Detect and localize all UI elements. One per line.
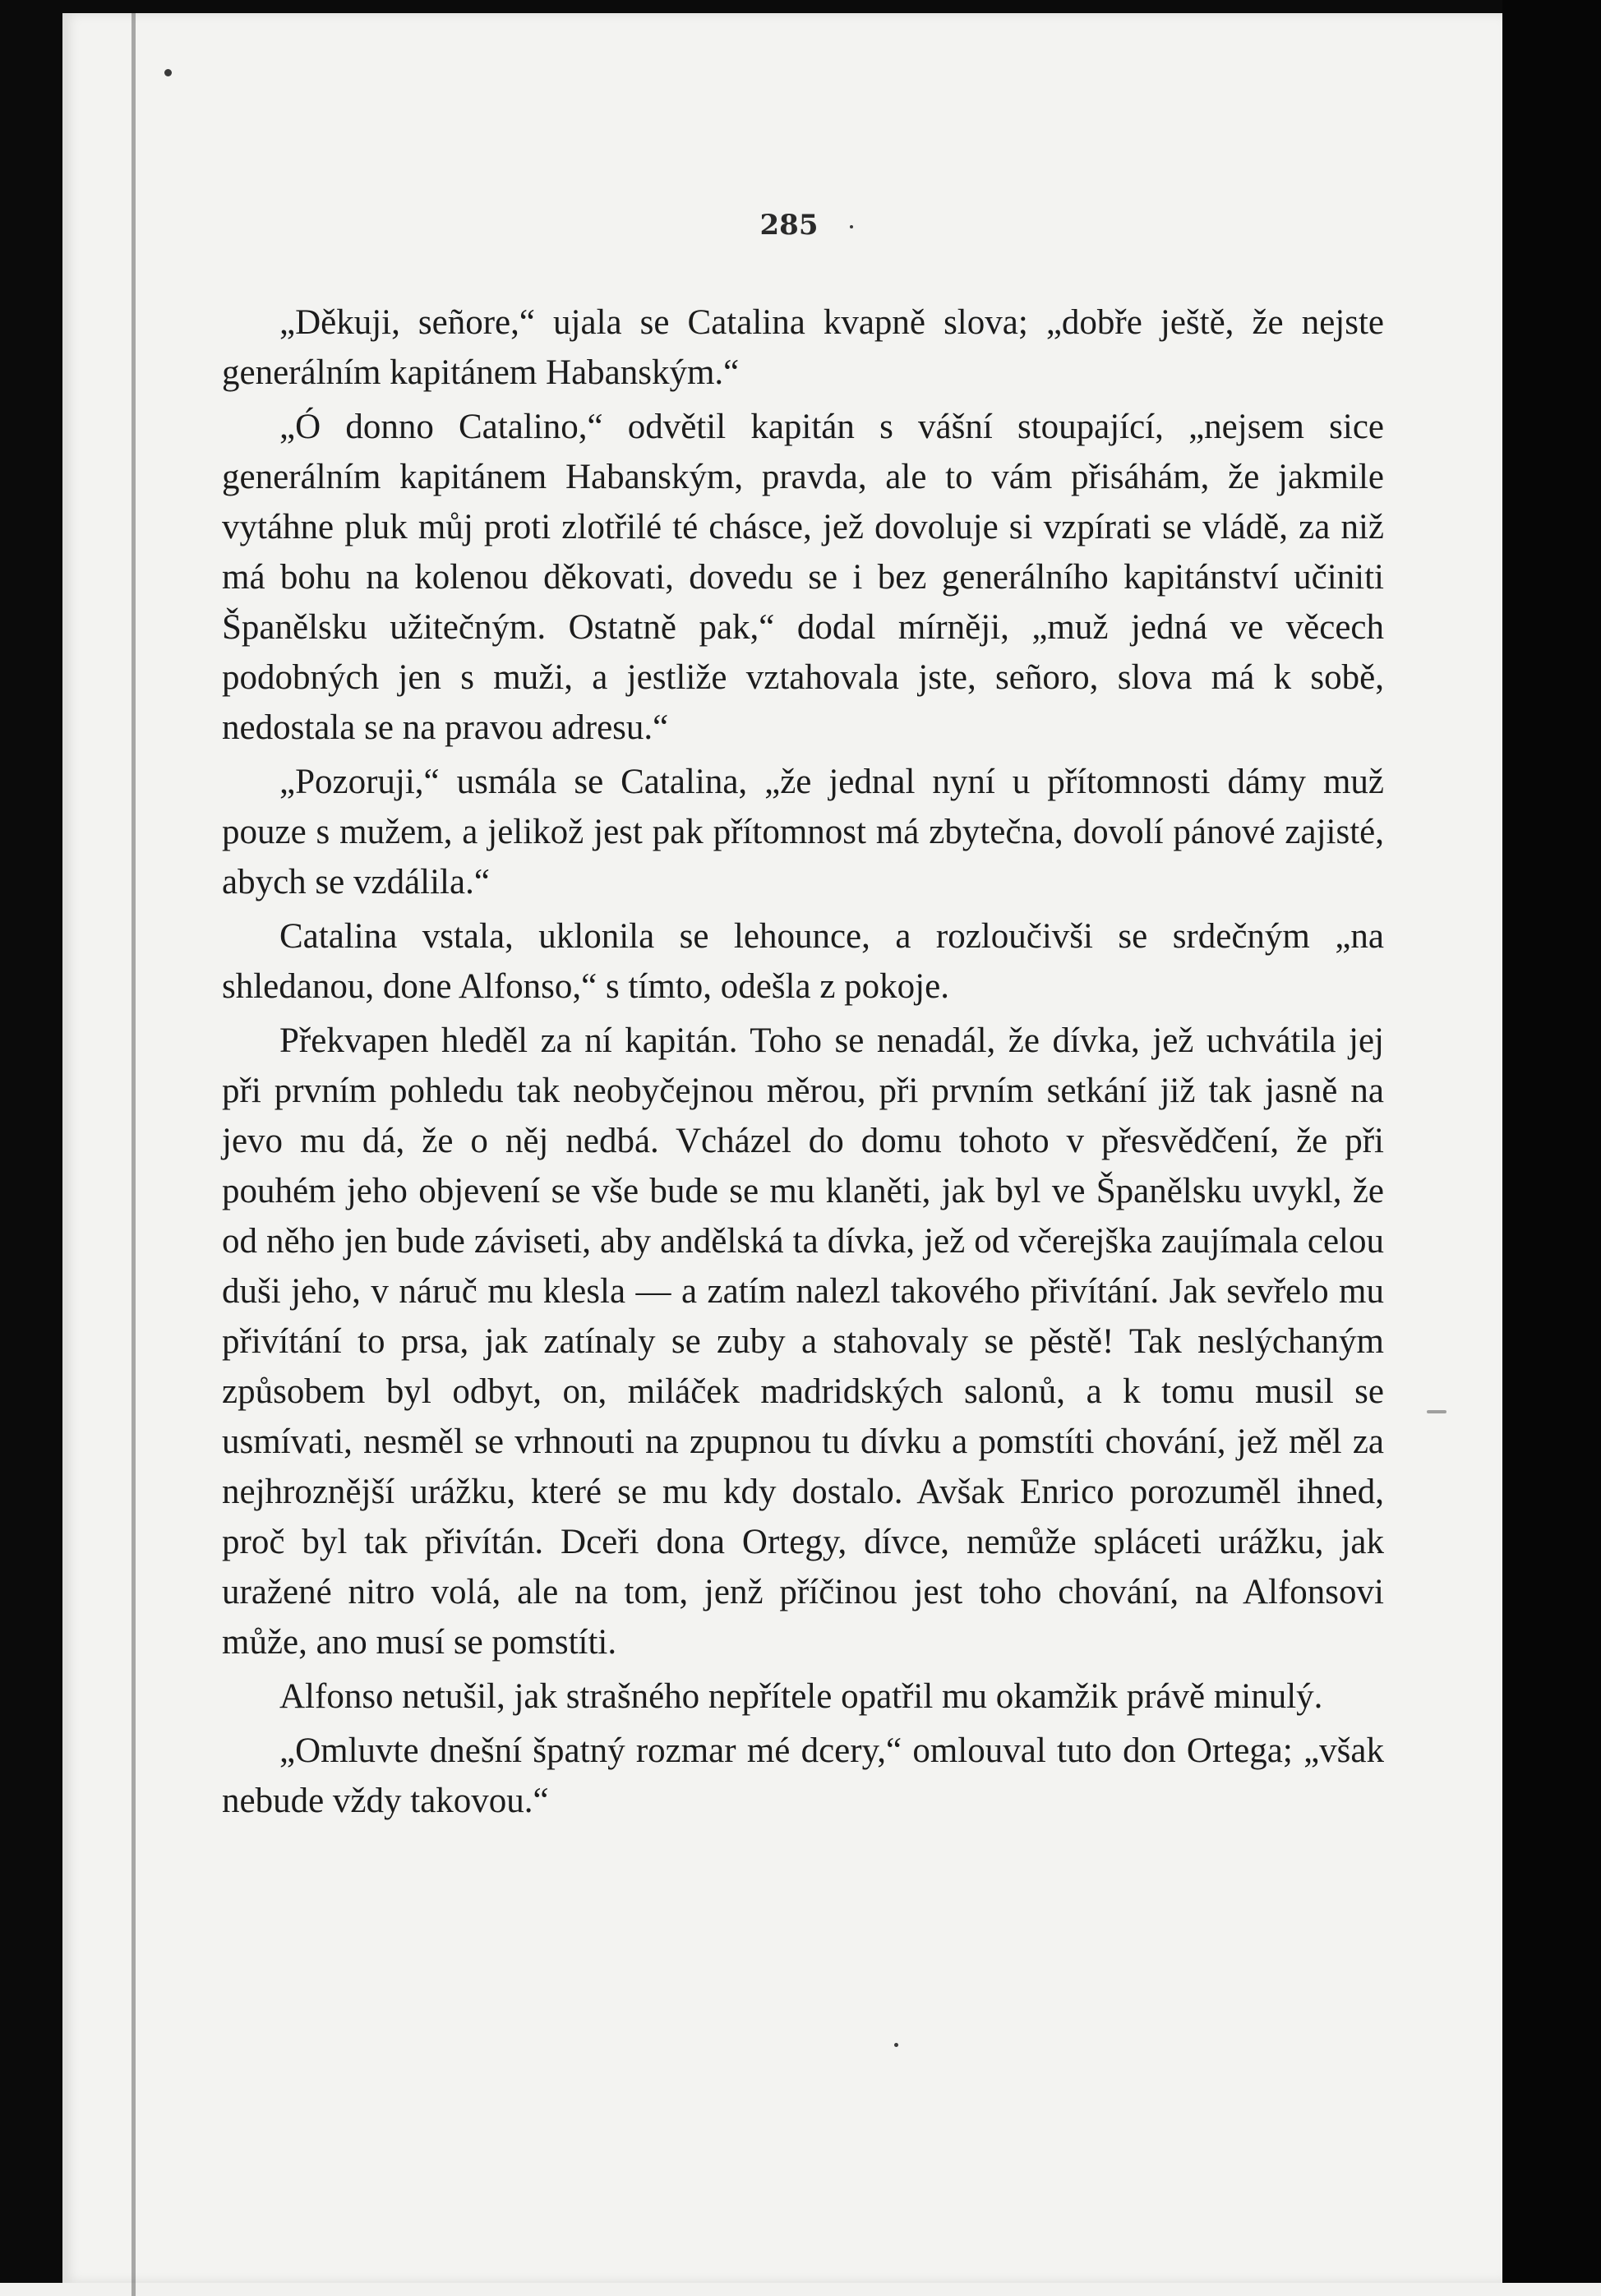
scan-top-edge: [0, 0, 1601, 13]
ink-speck: [894, 2043, 898, 2047]
paragraph: „Ó donno Catalino,“ odvětil kapitán s vášní stoupající, „nejsem sice generálním kapitánem Habanským, pravda, ale to vám přisáhám, že jakmile vytáhne pluk můj proti zlotřilé té chásce, jež dovoluje si vzpírati se vládě, za niž má bohu na kolenou děkovati, dovedu se i bez generálního kapitánství učiniti Španělsku užitečným. Ostatně pak,“ dodal mírněji, „muž jedná ve věcech podobných jen s muži, a jestliže vztahovala jste, señoro, slova má k sobě, nedostala se na pravou adresu.“: [222, 408, 1384, 747]
page-number: 285: [759, 209, 819, 242]
scan-left-edge: [0, 0, 62, 2283]
paragraph: Catalina vstala, uklonila se lehounce, a rozloučivši se srdečným „na shledanou, done Alfonso,“ s tímto, odešla z pokoje.: [222, 917, 1384, 1006]
page-fold-shadow: [131, 13, 136, 2296]
paragraph: Překvapen hleděl za ní kapitán. Toho se nenadál, že dívka, jež uchvátila jej při prvním pohledu tak neobyčejnou měrou, při prvním setkání již tak jasně na jevo mu dá, že o něj nedbá. Vcházel do domu tohoto v přesvědčení, že při pouhém jeho objevení se vše bude se mu klaněti, jak byl ve Španělsku uvykl, že od něho jen bude záviseti, aby andělská ta dívka, jež od včerejška zaujímala celou duši jeho, v náruč mu klesla — a zatím nalezl takového přivítání. Jak sevřelo mu přivítání to prsa, jak zatínaly se zuby a stahovaly se pěstě! Tak neslýchaným způsobem byl odbyt, on, miláček madridských salonů, a k tomu musil se usmívati, nesměl se vrhnouti na zpupnou tu dívku a pomstíti chování, jež měl za nejhroznější urážku, které se mu kdy dostalo. Avšak Enrico porozuměl ihned, proč byl tak přivítán. Dceři dona Ortegy, dívce, nemůže spláceti urážku, jak uražené nitro volá, ale na tom, jenž příčinou jest toho chování, na Alfonsovi může, ano musí se pomstíti.: [222, 1021, 1384, 1662]
body-text: [222, 297, 1384, 1830]
ink-speck: [164, 69, 172, 76]
paragraph: „Pozoruji,“ usmála se Catalina, „že jednal nyní u přítomnosti dámy muž pouze s mužem, a jelikož jest pak přítomnost má zbytečna, dovolí pánové zajisté, abych se vzdálila.“: [222, 763, 1384, 901]
book-page: [62, 13, 1502, 2283]
paragraph: Alfonso netušil, jak strašného nepřítele opatřil mu okamžik právě minulý.: [279, 1677, 1323, 1716]
paragraph: „Omluvte dnešní špatný rozmar mé dcery,“ omlouval tuto don Ortega; „však nebude vždy takovou.“: [222, 1731, 1384, 1820]
ink-speck: [1427, 1410, 1446, 1413]
paragraph: „Děkuji, señore,“ ujala se Catalina kvapně slova; „dobře ještě, že nejste generálním kapitánem Habanským.“: [222, 303, 1384, 392]
scan-right-edge: [1502, 0, 1601, 2283]
